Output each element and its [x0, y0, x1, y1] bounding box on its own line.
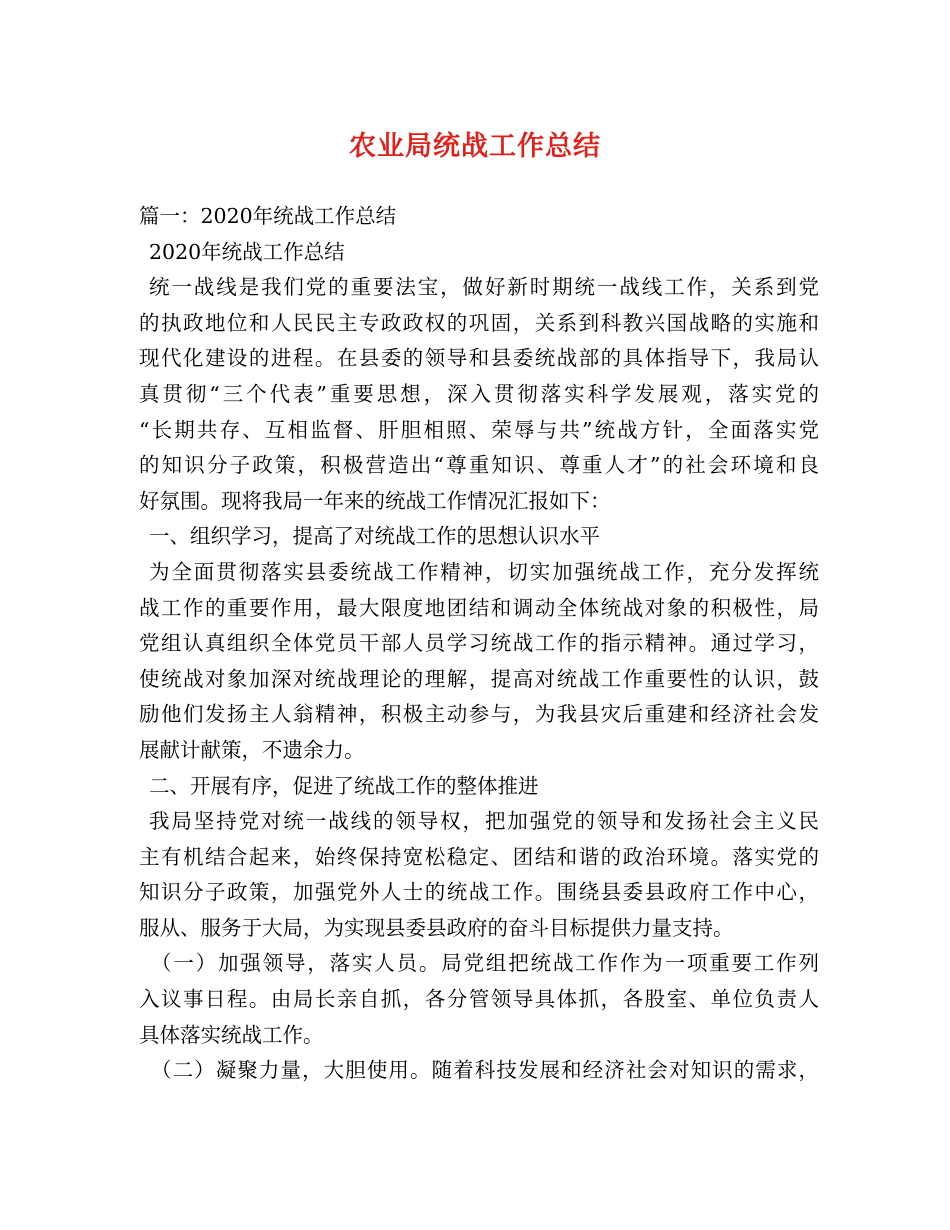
paragraph-line: 党组认真组织全体党员干部人员学习统战工作的指示精神。通过学习， — [139, 631, 819, 656]
paragraph-line: 具体落实统战工作。 — [139, 1022, 324, 1047]
paragraph-line: “长期共存、互相监督、肝胆相照、荣辱与共”统战方针，全面落实党 — [139, 417, 819, 442]
subheading: 2020年统战工作总结 — [149, 239, 345, 264]
paragraph-line: 展献计献策，不遗余力。 — [139, 737, 365, 762]
paragraph-line: 的知识分子政策，积极营造出“尊重知识、尊重人才”的社会环境和良 — [139, 453, 819, 478]
paragraph-line: 入议事日程。由局长亲自抓，各分管领导具体抓，各股室、单位负责人 — [139, 987, 819, 1012]
paragraph-line: 现代化建设的进程。在县委的领导和县委统战部的具体指导下，我局认 — [139, 346, 819, 371]
paragraph-line: 统一战线是我们党的重要法宝，做好新时期统一战线工作，关系到党 — [149, 275, 819, 300]
paragraph-line: 服从、服务于大局，为实现县委县政府的奋斗目标提供力量支持。 — [139, 915, 734, 940]
paragraph-line: 使统战对象加深对统战理论的理解，提高对统战工作重要性的认识，鼓 — [139, 666, 819, 691]
paragraph-line: 战工作的重要作用，最大限度地团结和调动全体统战对象的积极性，局 — [139, 595, 819, 620]
paragraph-line: （二）凝聚力量，大胆使用。随着科技发展和经济社会对知识的需求， — [151, 1058, 819, 1083]
paragraph-line: 为全面贯彻落实县委统战工作精神，切实加强统战工作，充分发挥统 — [149, 559, 819, 584]
paragraph-line: 的执政地位和人民民主专政政权的巩固，关系到科教兴国战略的实施和 — [139, 310, 819, 335]
paragraph-line: （一）加强领导，落实人员。局党组把统战工作作为一项重要工作列 — [151, 951, 819, 976]
paragraph-line: 励他们发扬主人翁精神，积极主动参与，为我县灾后重建和经济社会发 — [139, 702, 819, 727]
section-heading: 篇一：2020年统战工作总结 — [139, 204, 397, 228]
section-heading: 一、组织学习，提高了对统战工作的思想认识水平 — [149, 524, 600, 549]
paragraph-line: 好氛围。现将我局一年来的统战工作情况汇报如下： — [139, 488, 611, 513]
document-body — [139, 199, 819, 1089]
paragraph-line: 真贯彻“三个代表”重要思想，深入贯彻落实科学发展观，落实党的 — [139, 381, 819, 406]
paragraph-line: 我局坚持党对统一战线的领导权，把加强党的领导和发扬社会主义民 — [149, 809, 819, 834]
paragraph-line: 知识分子政策，加强党外人士的统战工作。围绕县委县政府工作中心， — [139, 880, 819, 905]
document-title: 农业局统战工作总结 — [349, 131, 601, 162]
paragraph-line: 主有机结合起来，始终保持宽松稳定、团结和谐的政治环境。落实党的 — [139, 844, 819, 869]
section-heading: 二、开展有序，促进了统战工作的整体推进 — [149, 773, 539, 798]
